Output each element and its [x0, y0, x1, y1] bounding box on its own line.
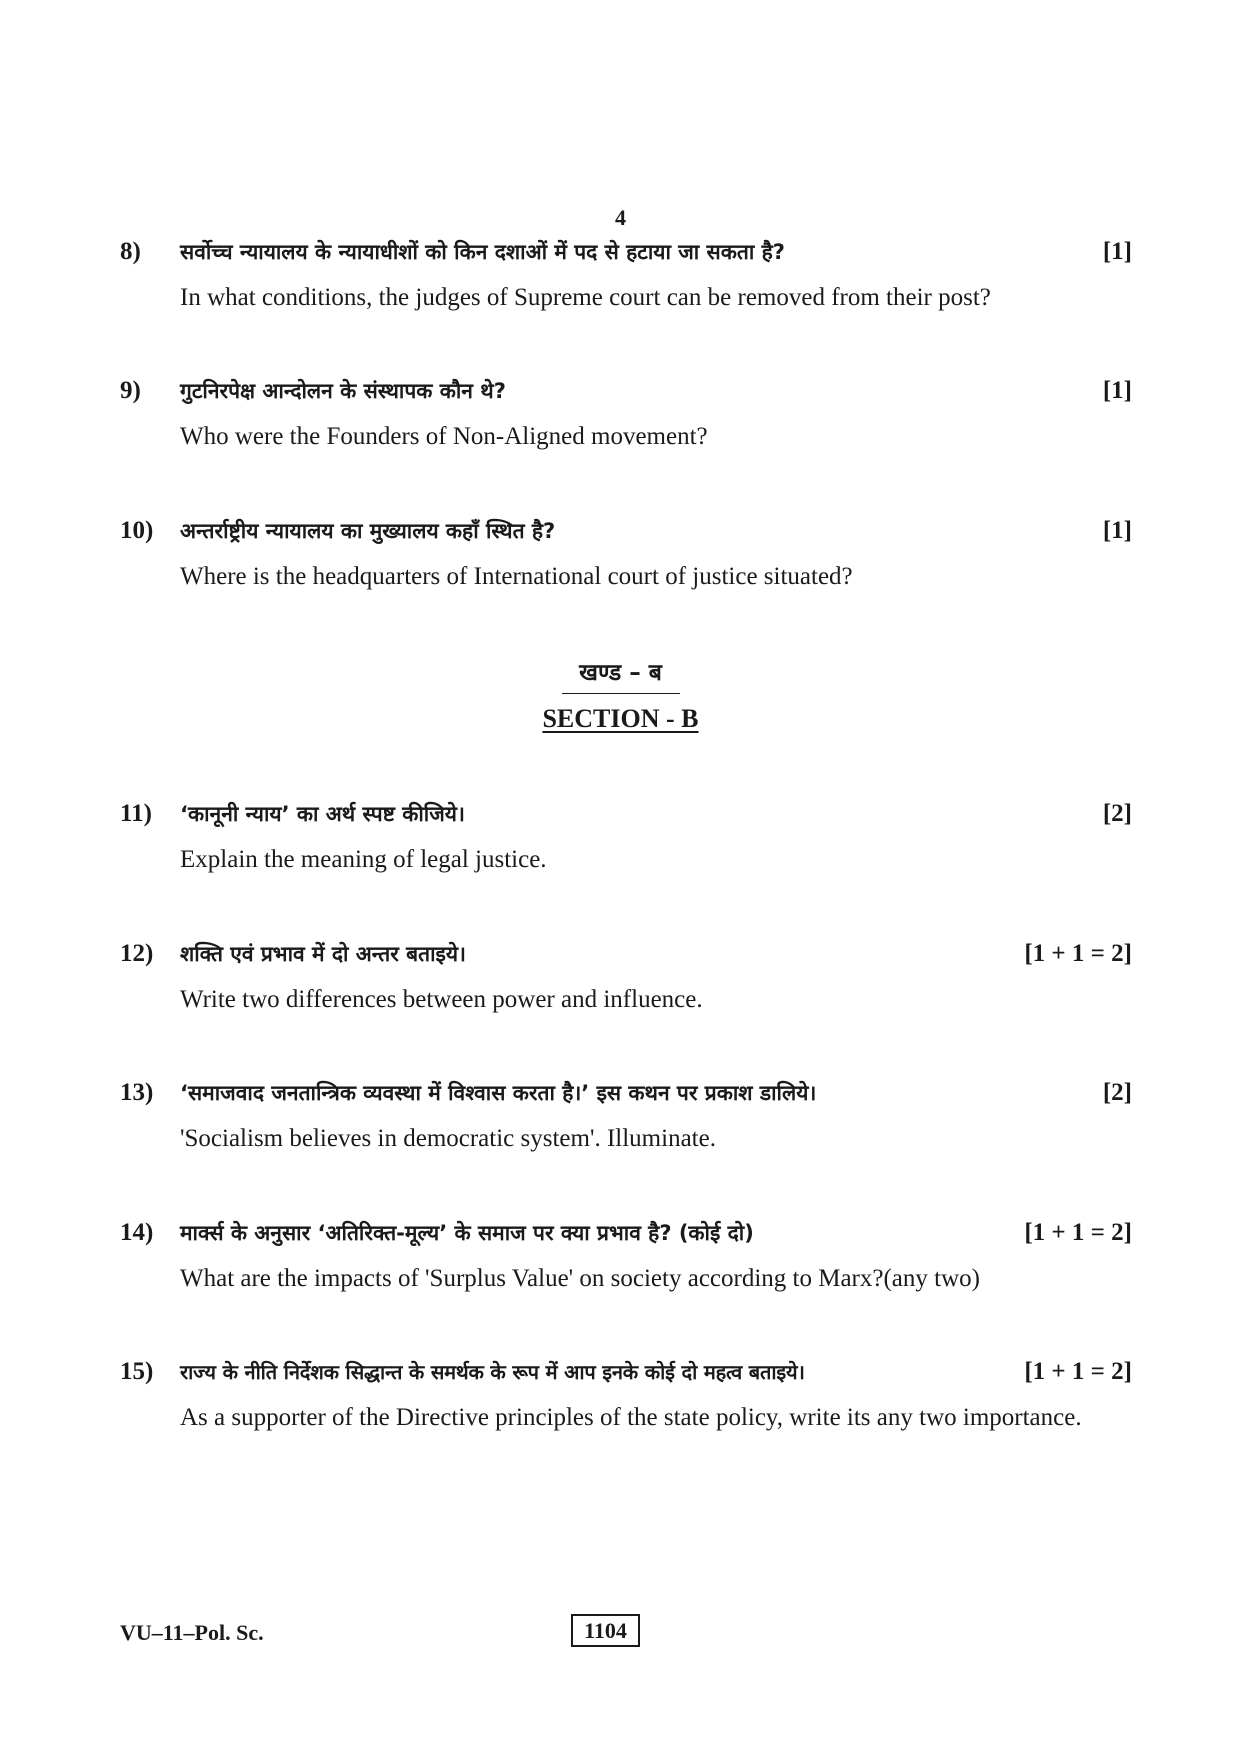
- section-heading-english: [0, 704, 1241, 734]
- question-text-english: Write two differences between power and influence.: [180, 986, 703, 1013]
- section-title-english: SECTION - B: [542, 704, 699, 733]
- question-header: [120, 1079, 1132, 1107]
- question-9: [120, 377, 1132, 455]
- question-number: 15): [120, 1358, 154, 1385]
- question-text-hindi: मार्क्स के अनुसार ‘अतिरिक्त-मूल्य’ के समाज पर क्या प्रभाव है? (कोई दो): [180, 1221, 754, 1245]
- question-marks: [2]: [1102, 1079, 1132, 1106]
- question-text-english: In what conditions, the judges of Supreme court can be removed from their post?: [180, 284, 991, 311]
- question-number: 11): [120, 800, 152, 827]
- question-14: [120, 1219, 1132, 1297]
- paper-code: VU–11–Pol. Sc.: [120, 1620, 264, 1645]
- question-text-english: As a supporter of the Directive principles of the state policy, write its any two importance.: [180, 1404, 1082, 1431]
- question-text-hindi: अन्तर्राष्ट्रीय न्यायालय का मुख्यालय कहाँ स्थित है?: [180, 519, 556, 543]
- question-text-english: Explain the meaning of legal justice.: [180, 846, 547, 873]
- question-header: [120, 1219, 1132, 1247]
- question-header: [120, 377, 1132, 405]
- question-header: [120, 517, 1132, 545]
- question-marks: [1]: [1102, 377, 1132, 404]
- question-marks: [2]: [1102, 800, 1132, 827]
- question-number: 9): [120, 377, 141, 404]
- question-text-hindi: राज्य के नीति निर्देशक सिद्धान्त के समर्थक के रूप में आप इनके कोई दो महत्व बताइये।: [180, 1360, 805, 1384]
- question-text-english: 'Socialism believes in democratic system'. Illuminate.: [180, 1125, 716, 1152]
- question-text-hindi: शक्ति एवं प्रभाव में दो अन्तर बताइये।: [180, 942, 466, 966]
- question-10: [120, 517, 1132, 595]
- question-marks: [1]: [1102, 517, 1132, 544]
- question-11: [120, 800, 1132, 878]
- question-number: 8): [120, 238, 141, 265]
- question-number: 12): [120, 940, 154, 967]
- question-header: [120, 238, 1132, 266]
- section-heading-hindi: [0, 655, 1241, 694]
- question-number: 14): [120, 1219, 154, 1246]
- question-text-hindi: ‘कानूनी न्याय’ का अर्थ स्पष्ट कीजिये।: [180, 802, 465, 826]
- question-text-hindi: गुटनिरपेक्ष आन्दोलन के संस्थापक कौन थे?: [180, 379, 506, 403]
- question-number: 13): [120, 1079, 154, 1106]
- question-header: [120, 800, 1132, 828]
- question-marks: [1 + 1 = 2]: [1024, 1358, 1132, 1385]
- question-text-english: What are the impacts of 'Surplus Value' on society according to Marx?(any two): [180, 1265, 980, 1292]
- serial-number-box: 1104: [571, 1614, 640, 1647]
- section-title-hindi: खण्ड – ब: [562, 655, 680, 694]
- question-number: 10): [120, 517, 154, 544]
- question-text-hindi: सर्वोच्च न्यायालय के न्यायाधीशों को किन दशाओं में पद से हटाया जा सकता है?: [180, 240, 785, 264]
- question-text-hindi: ‘समाजवाद जनतान्त्रिक व्यवस्था में विश्वास करता है।’ इस कथन पर प्रकाश डालिये।: [180, 1081, 817, 1105]
- question-15: [120, 1358, 1132, 1436]
- question-marks: [1 + 1 = 2]: [1024, 940, 1132, 967]
- question-13: [120, 1079, 1132, 1157]
- question-8: [120, 238, 1132, 316]
- question-text-english: Where is the headquarters of International court of justice situated?: [180, 563, 853, 590]
- question-header: [120, 940, 1132, 968]
- page-number: 4: [615, 205, 626, 230]
- question-marks: [1]: [1102, 238, 1132, 265]
- question-text-english: Who were the Founders of Non-Aligned movement?: [180, 423, 708, 450]
- question-12: [120, 940, 1132, 1018]
- question-marks: [1 + 1 = 2]: [1024, 1219, 1132, 1246]
- question-header: [120, 1358, 1132, 1386]
